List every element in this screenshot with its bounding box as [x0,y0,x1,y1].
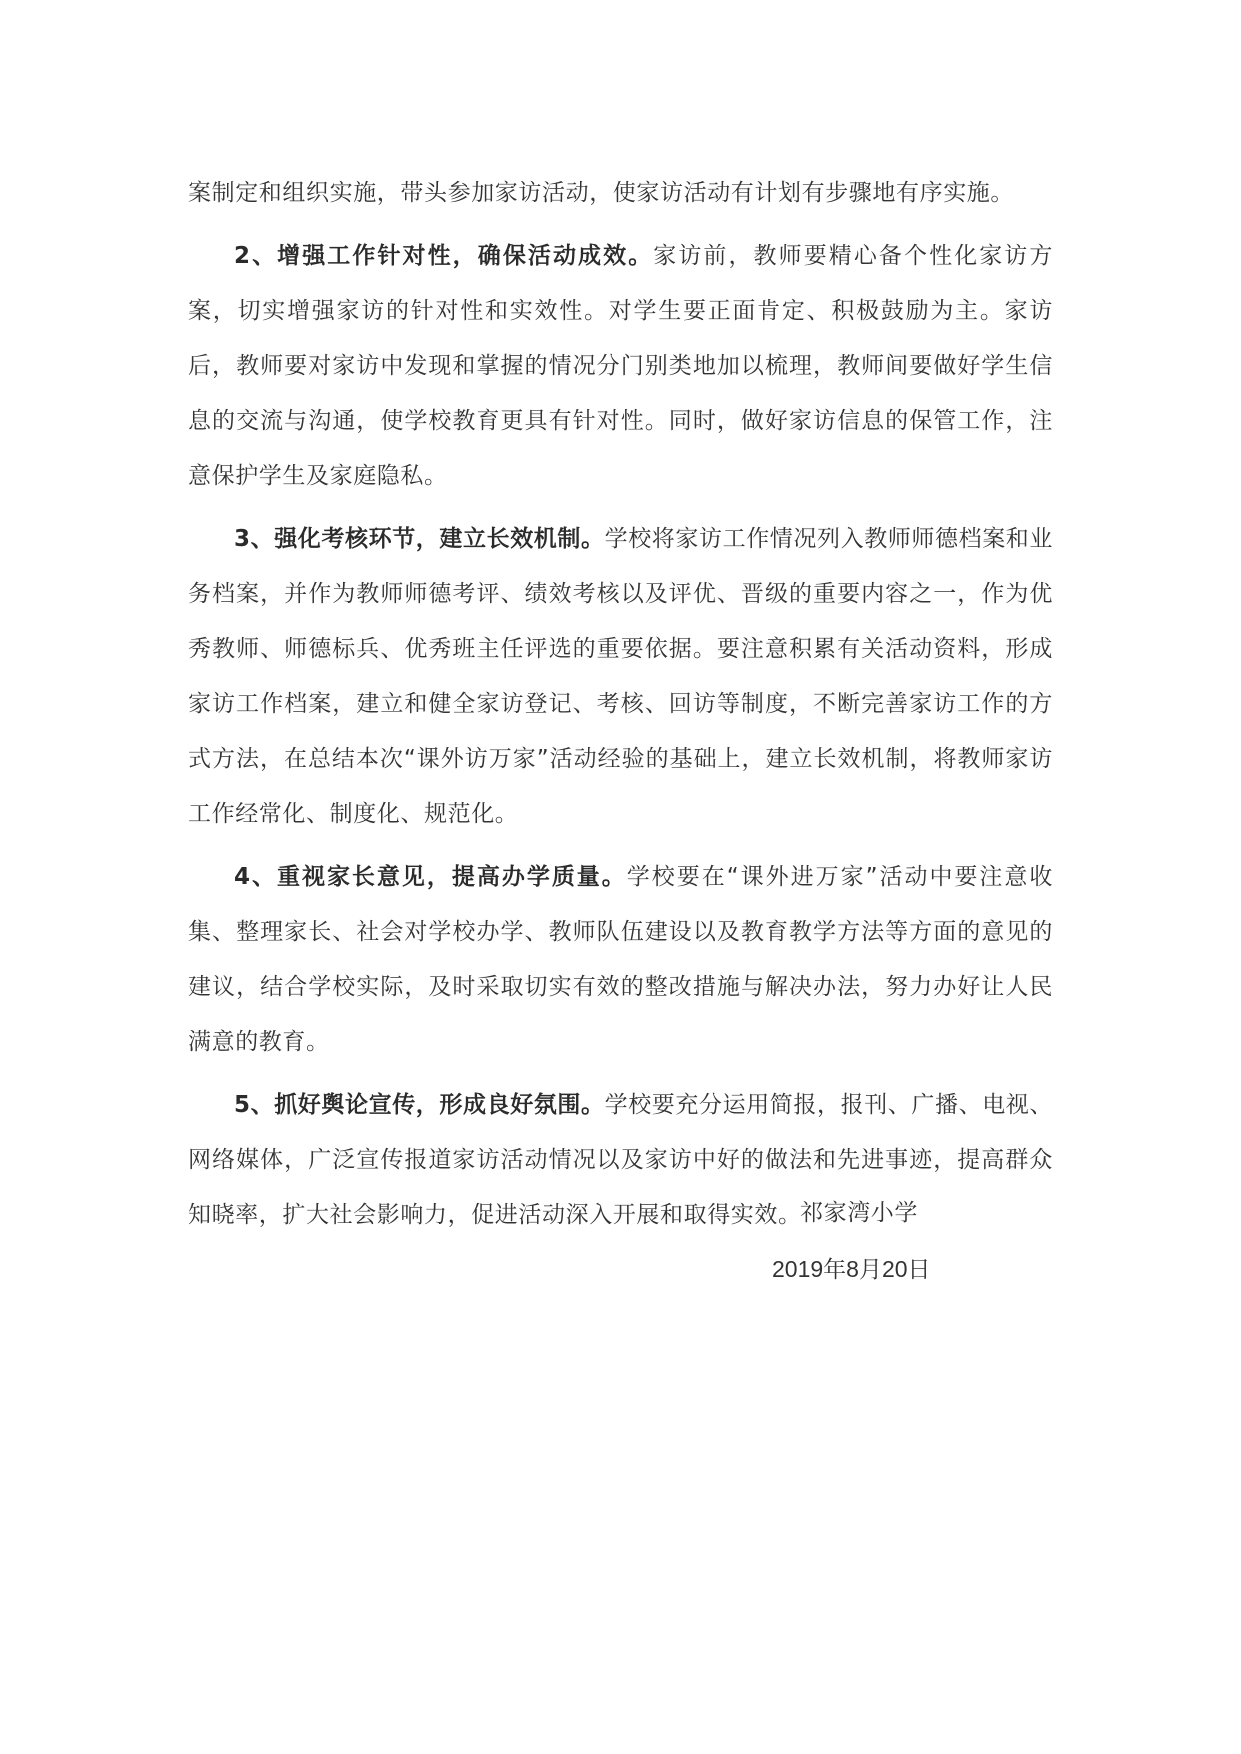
item-4-paragraph [188,850,1053,1070]
signature-date: 2019年8月20日 [772,1256,931,1282]
item-5-body: 学校要充分运用简报，报刊、广播、电视、网络媒体，广泛宣传报道家访活动情况以及家访中好的做法和先进事迹，提高群众知晓率，扩大社会影响力，促进活动深入开展和取得实效。 [188,1092,1054,1228]
item-2-body: 家访前，教师要精心备个性化家访方案，切实增强家访的针对性和实效性。对学生要正面肯定、积极鼓励为主。家访后，教师要对家访中发现和掌握的情况分门别类地加以梳理，教师间要做好学生信息的交流与沟通，使学校教育更具有针对性。同时，做好家访信息的保管工作，注意保护学生及家庭隐私。 [188,243,1053,489]
item-3-paragraph [188,512,1053,842]
item-4-body: 学校要在“课外进万家”活动中要注意收集、整理家长、社会对学校办学、教师队伍建设以及教育教学方法等方面的意见的建议，结合学校实际，及时采取切实有效的整改措施与解决办法，努力办好让人民满意的教育。 [188,864,1053,1055]
item-2-heading: 2、增强工作针对性，确保活动成效。 [234,243,654,269]
item-5-paragraph [188,1078,1053,1243]
signature-school: 祁家湾小学 [800,1200,918,1226]
intro-paragraph-tail: 案制定和组织实施，带头参加家访活动，使家访活动有计划有步骤地有序实施。 [188,180,1014,206]
item-4-heading: 4、重视家长意见，提高办学质量。 [234,864,627,890]
item-2-paragraph [188,229,1053,504]
item-3-heading: 3、强化考核环节，建立长效机制。 [234,526,605,552]
document-body [188,166,1053,1243]
item-5-heading: 5、抓好舆论宣传，形成良好氛围。 [234,1092,605,1118]
item-3-body: 学校将家访工作情况列入教师师德档案和业务档案，并作为教师师德考评、绩效考核以及评优、晋级的重要内容之一，作为优秀教师、师德标兵、优秀班主任评选的重要依据。要注意积累有关活动资料，形成家访工作档案，建立和健全家访登记、考核、回访等制度，不断完善家访工作的方式方法，在总结本次“课外访万家”活动经验的基础上，建立长效机制，将教师家访工作经常化、制度化、规范化。 [188,526,1054,827]
